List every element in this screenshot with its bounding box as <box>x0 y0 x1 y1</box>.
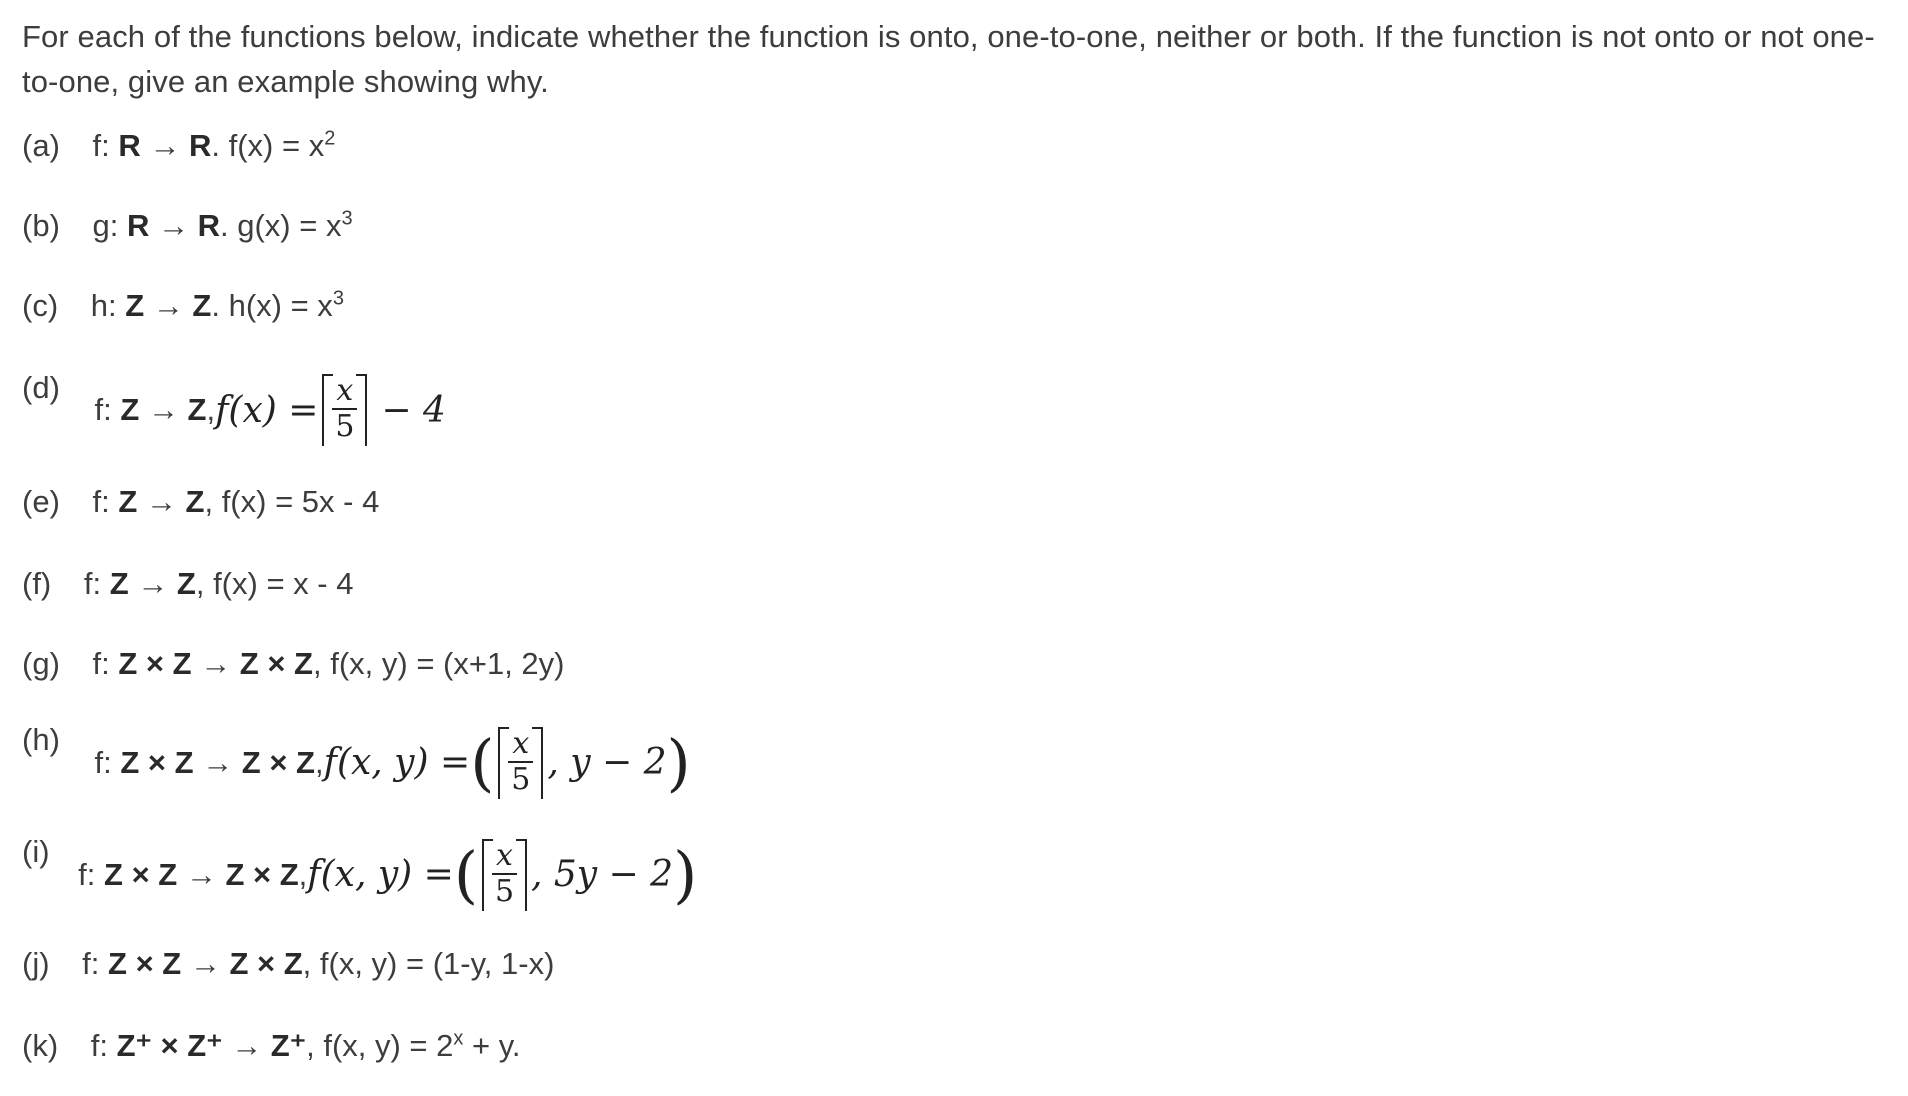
function-formula: f: Z × Z → Z × Z, f(x, y) = ( $\frac{x}{5}$ , 5y − 2 ) <box>78 837 698 911</box>
item-f <box>22 566 353 602</box>
formula-lhs: f(x, y) = <box>323 742 471 783</box>
item-label: (k) <box>22 1028 59 1063</box>
function-text: h: Z → Z. $h(x) = x^3$ <box>90 287 344 323</box>
item-j <box>22 946 554 982</box>
item-e <box>22 484 379 520</box>
formula-tail: , 5y − 2 <box>530 854 674 895</box>
item-label: (c) <box>22 288 59 323</box>
ceiling-bracket <box>498 727 543 799</box>
item-c <box>22 288 344 324</box>
fraction-denominator: 5 <box>335 409 355 444</box>
open-paren: ( <box>470 726 495 799</box>
function-text: f: Z → Z, f(x) = x - 4 <box>83 566 354 601</box>
intro-text: For each of the functions below, indicate whether the function is onto, one-to-one, neither or both. If the function is not onto or not one-to-one, give an example showing why. <box>22 19 1875 99</box>
item-label: (f) <box>22 566 52 601</box>
formula-lhs: f(x, y) = <box>307 854 454 895</box>
item-d <box>22 370 446 446</box>
function-text: f: Z × Z → Z × Z, f(x, y) = (x+1, 2y) <box>92 646 565 681</box>
item-label: (j) <box>22 946 50 981</box>
item-label: (h) <box>22 722 60 757</box>
formula-lhs: f(x) = <box>215 389 319 431</box>
function-text: f: Z → Z, f(x) = 5x - 4 <box>92 484 380 519</box>
exponent: 3 <box>332 287 344 310</box>
item-label: (a) <box>22 128 60 163</box>
exponent: 2 <box>324 127 336 150</box>
item-label: (d) <box>22 370 60 405</box>
fraction-numerator: x <box>492 839 517 875</box>
open-paren: ( <box>453 838 479 911</box>
item-label: (e) <box>22 484 60 519</box>
item-a <box>22 128 335 164</box>
function-text: f: Z⁺ × Z⁺ → Z⁺, f(x, $y) = 2^x + y$. <box>90 1027 521 1063</box>
item-k <box>22 1028 521 1064</box>
item-h <box>22 722 691 799</box>
ceiling-bracket <box>482 839 527 911</box>
item-g <box>22 646 565 682</box>
function-formula: f: Z → Z, f(x) = $\frac{x}{5}$ − 4 <box>94 373 446 444</box>
function-text: f: Z × Z → Z × Z, f(x, y) = (1-y, 1-x) <box>82 946 555 981</box>
ceiling-bracket <box>322 374 367 446</box>
item-label: (b) <box>22 208 60 243</box>
exponent: x <box>453 1027 464 1050</box>
function-formula: f: Z × Z → Z × Z, f(x, y) = ( $\frac{x}{5}$ , y − 2 ) <box>94 725 691 799</box>
item-label: (g) <box>22 646 60 681</box>
item-label: (i) <box>22 834 50 869</box>
item-i <box>22 834 697 911</box>
formula-tail: , y − 2 <box>547 742 667 783</box>
fraction-denominator: 5 <box>494 873 515 909</box>
function-text: g: R → R. $g(x) = x^3$ <box>92 207 353 243</box>
exponent: 3 <box>341 207 353 230</box>
close-paren: ) <box>666 726 691 799</box>
formula-tail: − 4 <box>381 389 446 431</box>
fraction-denominator: 5 <box>511 761 531 797</box>
close-paren: ) <box>673 838 698 911</box>
fraction-numerator: x <box>332 374 357 410</box>
function-text: f: R → R. $f(x) = x^2$ <box>92 127 336 163</box>
item-b <box>22 208 353 244</box>
fraction-numerator: x <box>508 727 533 763</box>
